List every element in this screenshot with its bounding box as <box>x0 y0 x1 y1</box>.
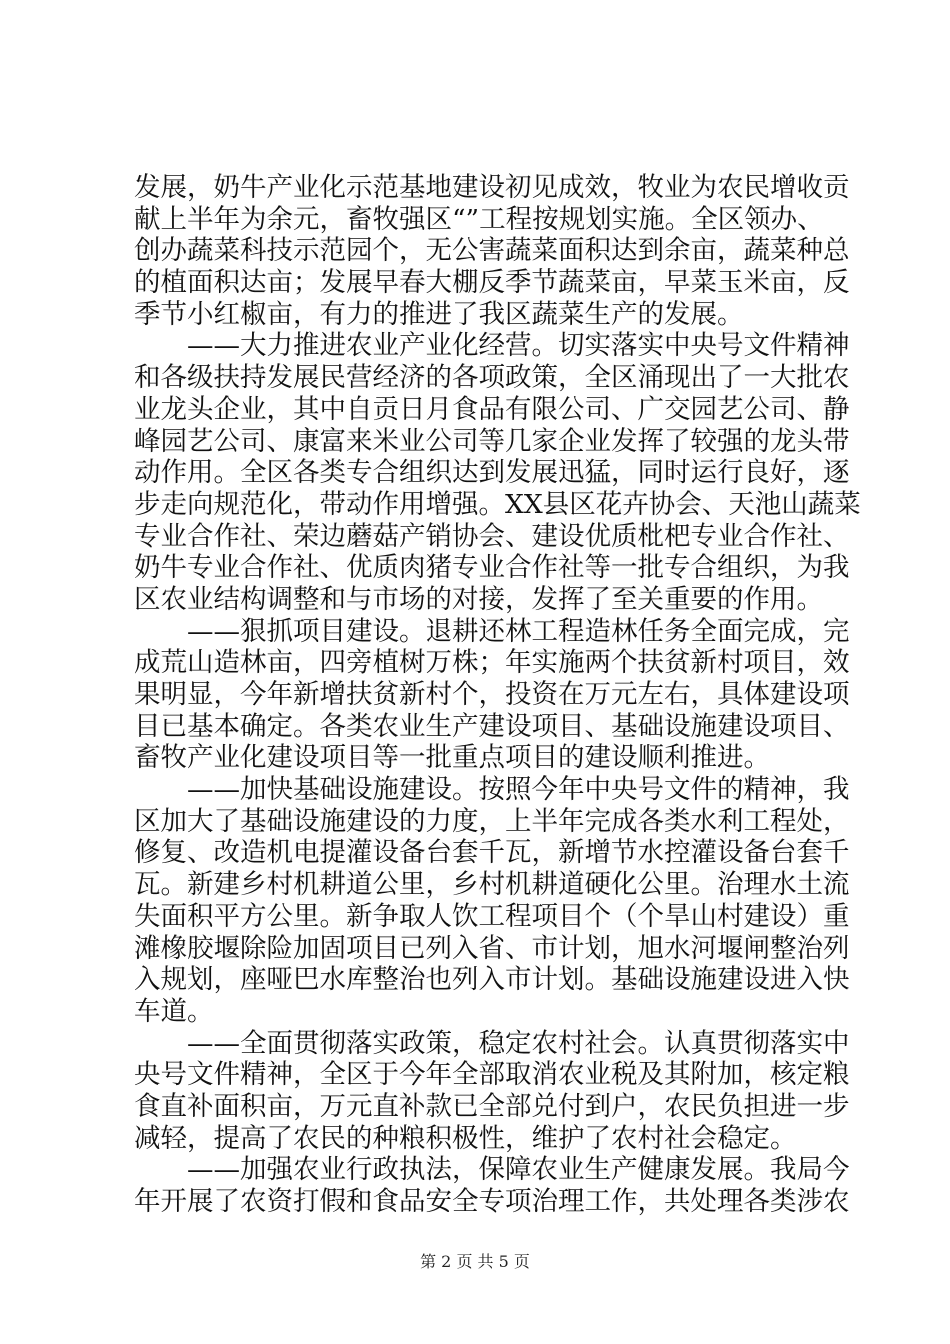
text-line: 畜牧产业化建设项目等一批重点项目的建设顺利推进。 <box>134 742 770 774</box>
text-line: 发展，奶牛产业化示范基地建设初见成效，牧业为农民增收贡 <box>134 172 850 203</box>
text-line: 入规划，座哑巴水库整治也列入市计划。基础设施建设进入快 <box>134 964 850 996</box>
text-line: 业龙头企业，其中自贡日月食品有限公司、广交园艺公司、静 <box>134 393 850 425</box>
text-line: 献上半年为余元，畜牧强区“”工程按规划实施。全区领办、 <box>134 203 824 235</box>
text-line: 食直补面积亩，万元直补款已全部兑付到户，农民负担进一步 <box>134 1090 850 1122</box>
text-line: 央号文件精神，全区于今年全部取消农业税及其附加，核定粮 <box>134 1059 850 1091</box>
text-line: ——全面贯彻落实政策，稳定农村社会。认真贯彻落实中 <box>134 1027 850 1059</box>
text-line: ——大力推进农业产业化经营。切实落实中央号文件精神 <box>134 330 850 362</box>
text-line: 动作用。全区各类专合组织达到发展迅猛，同时运行良好，逐 <box>134 457 850 489</box>
text-line: 和各级扶持发展民营经济的各项政策，全区涌现出了一大批农 <box>134 362 850 394</box>
text-line: 减轻，提高了农民的种粮积极性，维护了农村社会稳定。 <box>134 1122 797 1154</box>
text-line: 滩橡胶堰除险加固项目已列入省、市计划，旭水河堰闸整治列 <box>134 932 850 964</box>
text-line: 区加大了基础设施建设的力度，上半年完成各类水利工程处， <box>134 805 850 837</box>
text-line: 峰园艺公司、康富来米业公司等几家企业发挥了较强的龙头带 <box>134 425 850 457</box>
text-line: 季节小红椒亩，有力的推进了我区蔬菜生产的发展。 <box>134 298 744 330</box>
text-line: 奶牛专业合作社、优质肉猪专业合作社等一批专合组织，为我 <box>134 552 850 584</box>
text-line: ——狠抓项目建设。退耕还林工程造林任务全面完成，完 <box>134 615 850 647</box>
text-line: ——加快基础设施建设。按照今年中央号文件的精神，我 <box>134 774 850 806</box>
text-line: 创办蔬菜科技示范园个，无公害蔬菜面积达到余亩，蔬菜种总 <box>134 235 850 267</box>
text-line: 专业合作社、荣边蘑菇产销协会、建设优质枇杷专业合作社、 <box>134 520 850 552</box>
text-line: 果明显，今年新增扶贫新村个，投资在万元左右，具体建设项 <box>134 679 850 710</box>
document-body <box>134 172 861 1218</box>
text-line: 目已基本确定。各类农业生产建设项目、基础设施建设项目、 <box>134 710 850 742</box>
text-line: 车道。 <box>134 995 214 1027</box>
text-line: 失面积平方公里。新争取人饮工程项目个（个旱山村建设）重 <box>134 900 850 932</box>
text-line: ——加强农业行政执法，保障农业生产健康发展。我局今 <box>134 1154 850 1186</box>
text-line: 年开展了农资打假和食品安全专项治理工作，共处理各类涉农 <box>134 1186 850 1217</box>
text-line: 的植面积达亩；发展早春大棚反季节蔬菜亩，早菜玉米亩，反 <box>134 267 850 299</box>
text-line: 瓦。新建乡村机耕道公里，乡村机耕道硬化公里。治理水土流 <box>134 869 850 901</box>
text-line: 修复、改造机电提灌设备台套千瓦，新增节水控灌设备台套千 <box>134 837 850 869</box>
text-line: 成荒山造林亩，四旁植树万株；年实施两个扶贫新村项目，效 <box>134 647 850 679</box>
text-line: 区农业结构调整和与市场的对接，发挥了至关重要的作用。 <box>134 583 823 615</box>
page-footer: 第 2 页 共 5 页 <box>420 1252 530 1271</box>
text-line: 步走向规范化，带动作用增强。XX县区花卉协会、天池山蔬菜 <box>134 488 861 520</box>
